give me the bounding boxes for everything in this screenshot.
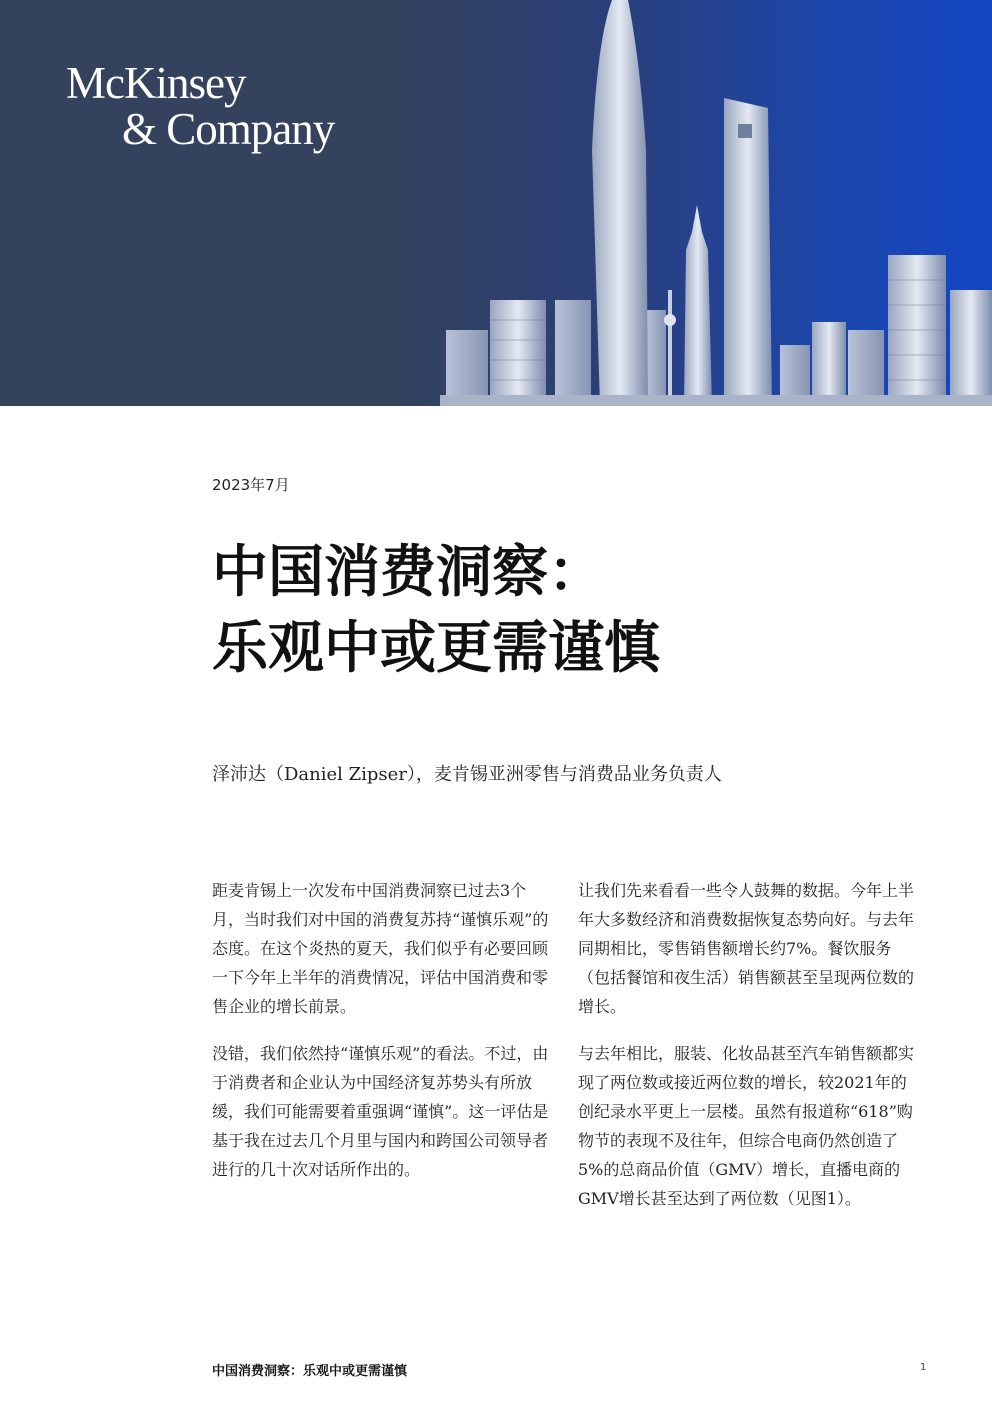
page-number: 1 bbox=[920, 1362, 927, 1373]
body-column-left bbox=[212, 876, 554, 1202]
author-line: 泽沛达（Daniel Zipser），麦肯锡亚洲零售与消费品业务负责人 bbox=[212, 764, 722, 785]
mckinsey-logo bbox=[66, 60, 334, 152]
title-line2: 乐观中或更需谨慎 bbox=[212, 615, 660, 681]
page-title bbox=[212, 534, 912, 686]
footer-title: 中国消费洞察：乐观中或更需谨慎 bbox=[212, 1364, 408, 1379]
paragraph: 没错，我们依然持“谨慎乐观”的看法。不过，由于消费者和企业认为中国经济复苏势头有所放缓，我们可能需要着重强调“谨慎”。这一评估是基于我在过去几个月里与国内和跨国公司领导者进行的几十次对话所作出的。 bbox=[212, 1044, 549, 1179]
paragraph: 与去年相比，服装、化妆品甚至汽车销售额都实现了两位数或接近两位数的增长，较2021年的创纪录水平更上一层楼。虽然有报道称“618”购物节的表现不及往年，但综合电商仍然创造了5%的总商品价值（GMV）增长，直播电商的GMV增长甚至达到了两位数（见图1）。 bbox=[578, 1044, 915, 1208]
publication-date: 2023年7月 bbox=[212, 476, 290, 494]
paragraph: 距麦肯锡上一次发布中国消费洞察已过去3个月，当时我们对中国的消费复苏持“谨慎乐观”的态度。在这个炎热的夏天，我们似乎有必要回顾一下今年上半年的消费情况，评估中国消费和零售企业的增长前景。 bbox=[212, 881, 549, 1016]
logo-line1: McKinsey bbox=[66, 58, 246, 108]
title-line1: 中国消费洞察： bbox=[212, 539, 604, 605]
logo-line2: & Company bbox=[122, 104, 335, 154]
paragraph: 让我们先来看看一些令人鼓舞的数据。今年上半年大多数经济和消费数据恢复态势向好。与去年同期相比，零售销售额增长约7%。餐饮服务（包括餐馆和夜生活）销售额甚至呈现两位数的增长。 bbox=[578, 881, 915, 1016]
header-banner bbox=[0, 0, 992, 406]
body-column-right bbox=[578, 876, 920, 1231]
